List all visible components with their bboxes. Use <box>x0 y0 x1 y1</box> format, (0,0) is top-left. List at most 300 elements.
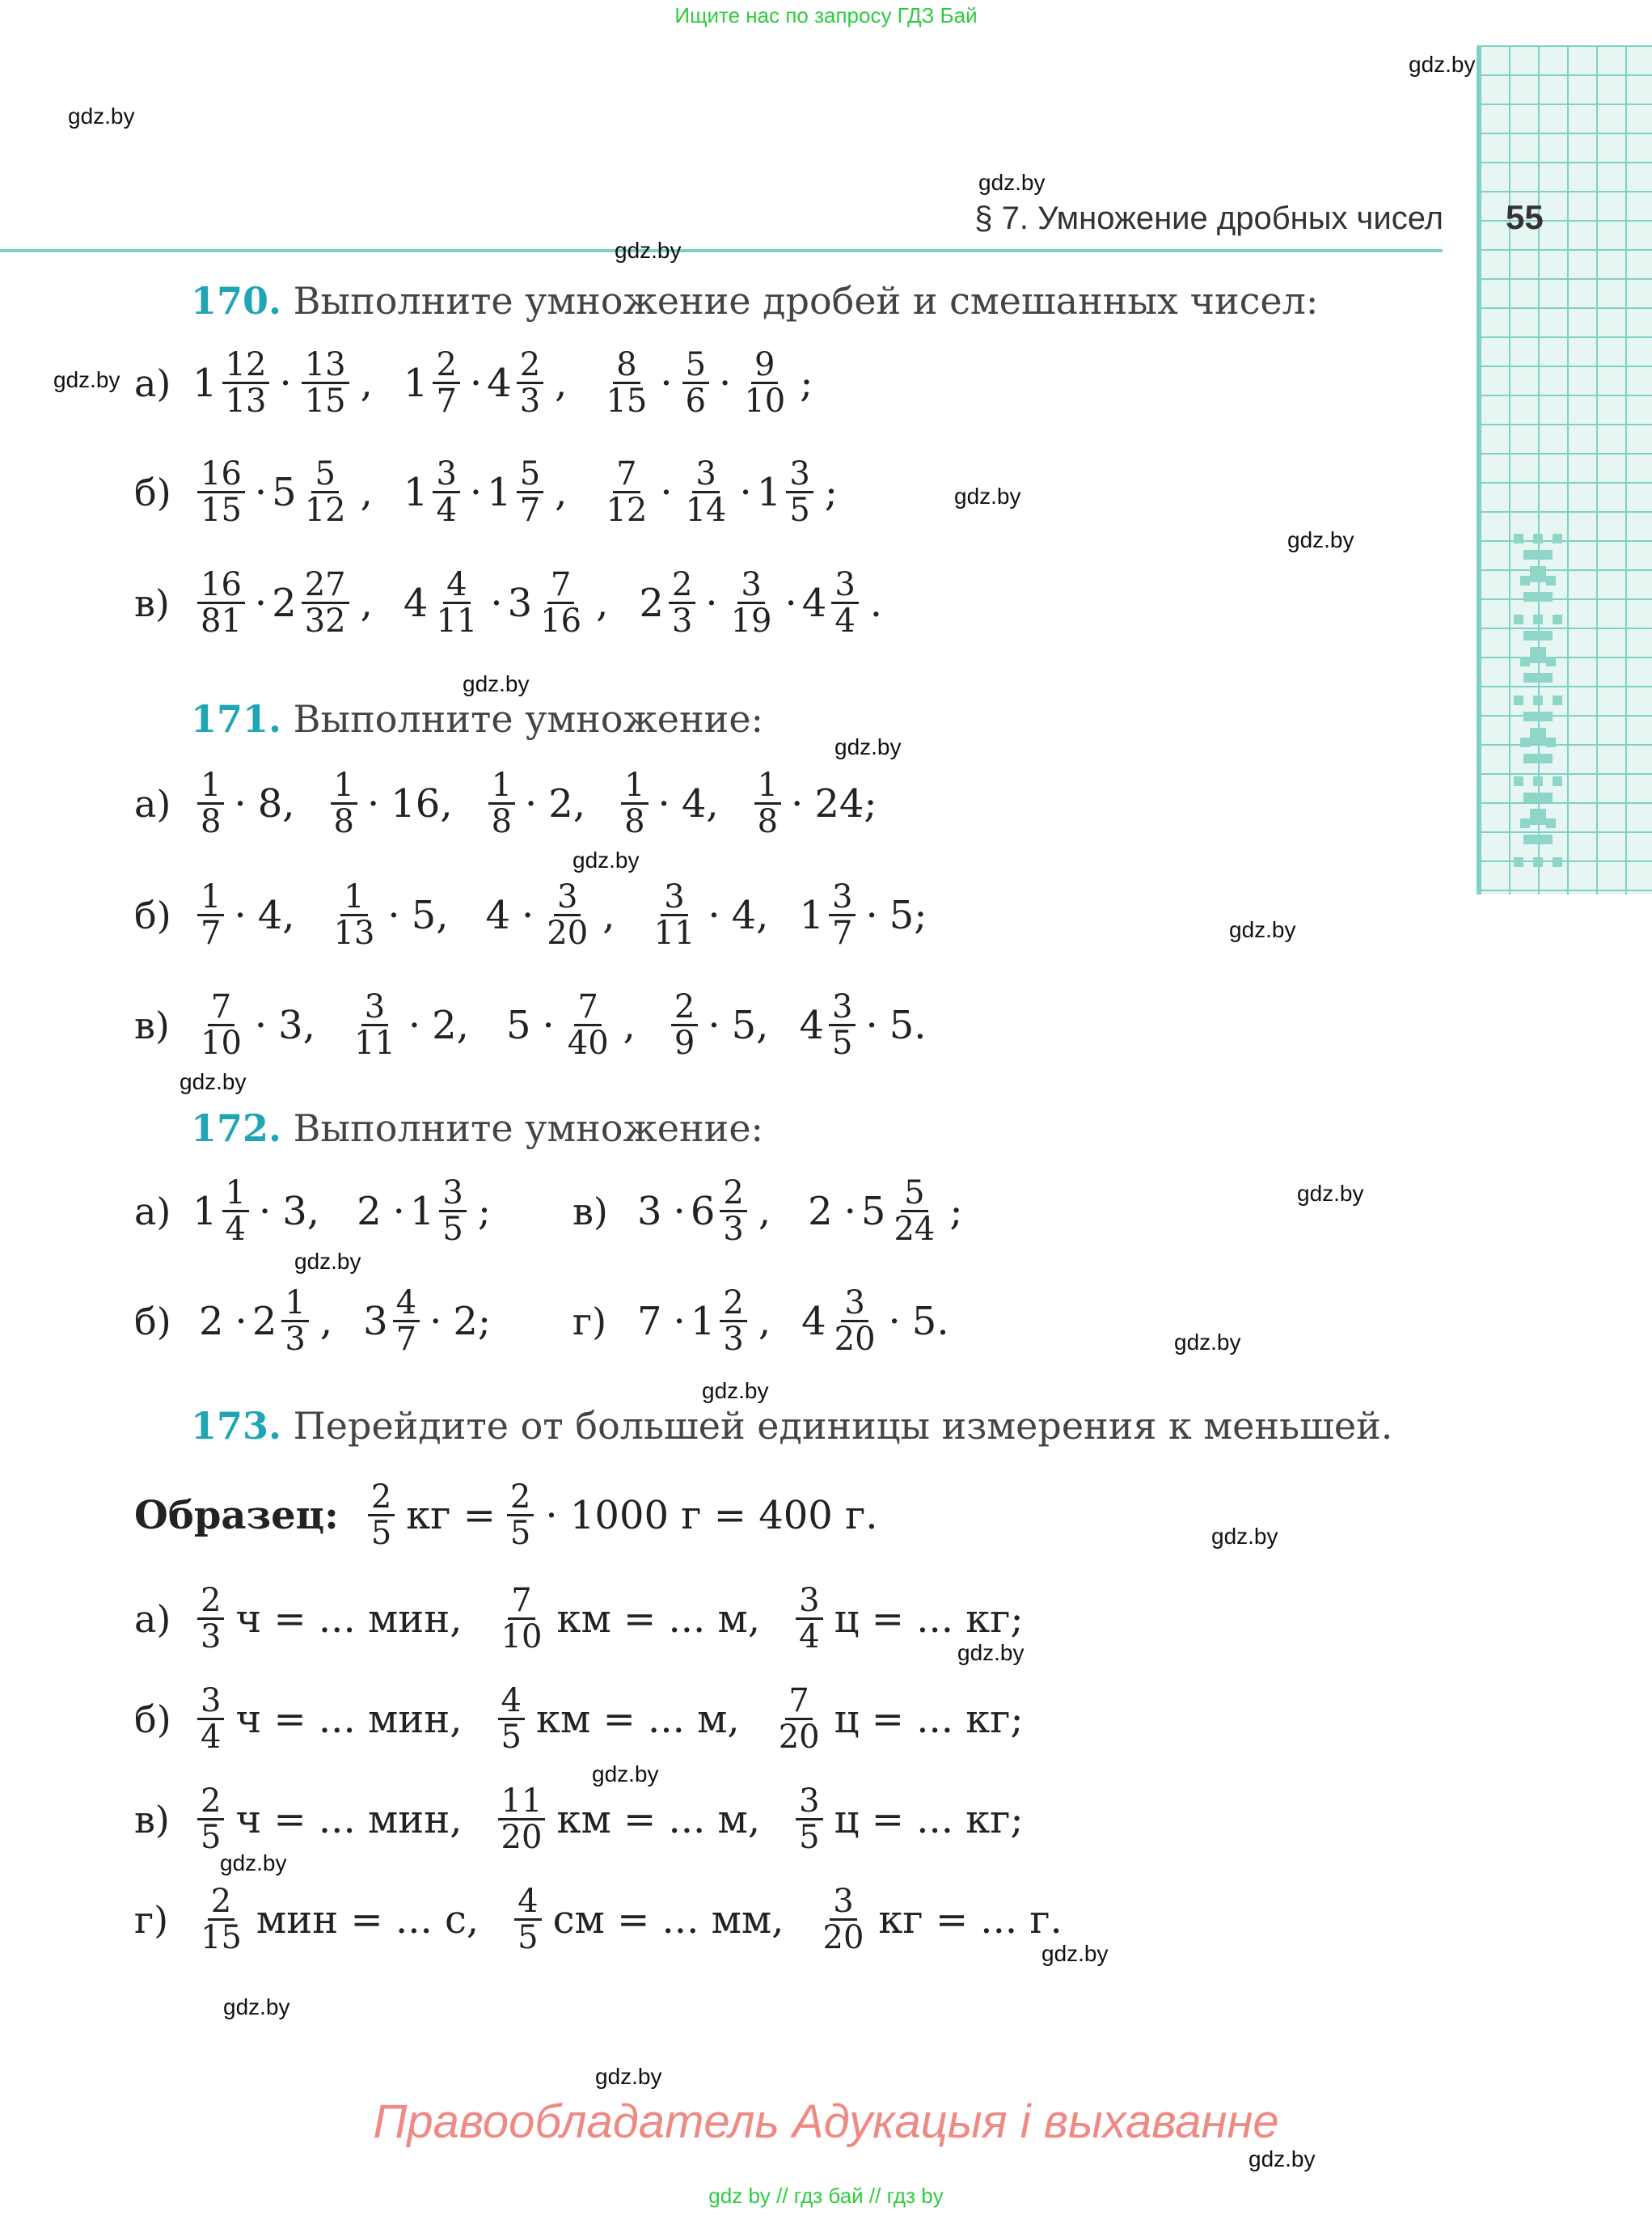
numerator: 3 <box>554 880 581 916</box>
expr-text: , <box>555 469 568 515</box>
expr-text: 5, <box>411 892 449 938</box>
task-173-row <box>134 1784 1030 1854</box>
denominator: 12 <box>606 492 648 529</box>
denominator: 4 <box>225 1211 246 1248</box>
fraction <box>507 1480 534 1550</box>
watermark: gdz.by <box>68 104 135 129</box>
fraction <box>754 768 781 839</box>
whole-part: 5 <box>860 1188 886 1234</box>
fraction <box>682 457 730 527</box>
multiply-sign: · <box>784 580 797 626</box>
denominator: 15 <box>304 383 346 420</box>
fraction <box>831 1286 879 1356</box>
task-171-row <box>134 880 933 950</box>
multiply-sign: · <box>660 360 673 406</box>
expr-text: 7 <box>637 1298 662 1344</box>
numerator: 3 <box>661 880 687 916</box>
denominator: 15 <box>201 1919 242 1956</box>
expr-text: км = ... м, <box>556 1796 761 1842</box>
task-number: 173. <box>191 1404 282 1448</box>
expr-text: ; <box>800 360 813 406</box>
expr-text: ч = ... мин, <box>235 1596 463 1642</box>
numerator: 2 <box>433 348 459 384</box>
multiply-sign: · <box>708 1002 720 1048</box>
watermark: gdz.by <box>223 1994 290 2019</box>
fraction <box>682 348 709 418</box>
multiply-sign: · <box>865 892 878 938</box>
task-title: Выполните умножение дробей и смешанных чисел: <box>293 279 1319 323</box>
item-label: а) <box>134 361 171 405</box>
numerator: 4 <box>498 1684 525 1720</box>
multiply-sign: · <box>254 1002 268 1048</box>
denominator: 15 <box>606 383 648 420</box>
expr-text: , <box>623 1002 636 1048</box>
expr-text: 3, <box>282 1188 320 1234</box>
fraction <box>829 880 856 950</box>
numerator: 3 <box>796 1583 822 1620</box>
denominator: 5 <box>799 1819 820 1856</box>
multiply-sign: · <box>791 780 804 827</box>
watermark: gdz.by <box>957 1640 1025 1665</box>
fraction <box>602 457 650 527</box>
numerator: 7 <box>613 457 640 493</box>
multiply-sign: · <box>387 892 400 938</box>
expr-text: мин = ... с, <box>256 1896 480 1943</box>
item-label: в) <box>134 581 170 625</box>
expr-text: , <box>319 1298 333 1344</box>
denominator: 20 <box>822 1919 864 1956</box>
numerator: 7 <box>785 1684 812 1720</box>
whole-part: 4 <box>403 580 429 626</box>
numerator: 5 <box>901 1176 927 1212</box>
numerator: 2 <box>671 990 698 1026</box>
denominator: 16 <box>540 603 582 640</box>
expr-text: 2, <box>548 780 586 827</box>
fraction <box>669 568 695 638</box>
whole-part: 4 <box>801 1298 826 1344</box>
task-title: Выполните умножение: <box>293 697 764 741</box>
denominator: 7 <box>201 915 222 952</box>
denominator: 40 <box>567 1025 609 1062</box>
whole-part: 3 <box>363 1298 388 1344</box>
multiply-sign: · <box>843 1188 856 1234</box>
whole-part: 1 <box>799 892 824 938</box>
denominator: 9 <box>674 1025 695 1062</box>
whole-part: 4 <box>799 1002 824 1048</box>
fraction <box>222 1176 249 1246</box>
multiply-sign: · <box>279 360 292 406</box>
expr-text: 4 <box>485 892 511 938</box>
expr-text: 4, <box>257 892 295 938</box>
denominator: 20 <box>778 1719 820 1756</box>
numerator: 5 <box>311 457 338 493</box>
denominator: 24 <box>894 1211 936 1248</box>
expr-text: 5. <box>911 1298 949 1344</box>
task-title: Перейдите от большей единицы измерения к меньшей. <box>293 1404 1393 1448</box>
multiply-sign: · <box>673 1188 686 1234</box>
task-172-heading <box>191 1106 763 1150</box>
numerator: 12 <box>222 348 270 384</box>
watermark: gdz.by <box>595 2064 662 2089</box>
numerator: 8 <box>613 348 640 384</box>
expr-text: ц = ... кг; <box>834 1696 1024 1742</box>
numerator: 3 <box>831 568 858 604</box>
denominator: 12 <box>304 492 346 529</box>
denominator: 5 <box>201 1819 222 1856</box>
expr-text: , <box>596 580 609 626</box>
numerator: 13 <box>302 348 349 384</box>
expr-text: ц = ... кг; <box>834 1596 1024 1642</box>
expr-text: , <box>360 360 373 406</box>
watermark: gdz.by <box>180 1069 247 1094</box>
top-banner: Ищите нас по запросу ГДЗ Бай <box>674 3 978 27</box>
whole-part: 2 <box>272 580 297 626</box>
expr-text: ; <box>824 469 838 515</box>
denominator: 8 <box>333 803 354 840</box>
fraction <box>331 880 378 950</box>
task-171-row <box>134 768 884 839</box>
item-label: а) <box>134 1596 171 1641</box>
numerator: 2 <box>720 1176 746 1212</box>
watermark: gdz.by <box>592 1761 659 1786</box>
numerator: 1 <box>621 768 648 805</box>
fraction <box>197 1583 224 1654</box>
numerator: 1 <box>331 768 357 805</box>
denominator: 14 <box>685 492 727 529</box>
numerator: 3 <box>361 990 388 1026</box>
fraction <box>331 768 357 839</box>
task-170-row <box>134 568 889 638</box>
watermark: gdz.by <box>1297 1181 1364 1206</box>
multiply-sign: · <box>429 1298 442 1344</box>
numerator: 3 <box>786 457 813 493</box>
fraction <box>775 1684 823 1754</box>
fraction <box>602 348 650 418</box>
fraction <box>831 568 858 638</box>
watermark: gdz.by <box>978 170 1046 195</box>
item-label: б) <box>134 893 171 937</box>
fraction <box>433 348 459 418</box>
watermark: gdz.by <box>954 484 1021 509</box>
denominator: 13 <box>333 915 375 952</box>
multiply-sign: · <box>739 469 752 515</box>
item-label: а) <box>134 781 171 826</box>
numerator: 4 <box>514 1884 541 1921</box>
whole-part: 1 <box>690 1298 716 1344</box>
bottom-links[interactable]: gdz by // гдз бай // гдз by <box>708 2184 944 2208</box>
expr-text: ч = ... мин, <box>235 1696 463 1742</box>
ornament-icon <box>1507 534 1569 906</box>
fraction <box>222 348 270 418</box>
numerator: 3 <box>829 990 856 1026</box>
watermark: gdz.by <box>1249 2146 1316 2171</box>
task-170-row <box>134 348 819 418</box>
fraction <box>517 457 543 527</box>
denominator: 5 <box>370 1515 392 1552</box>
numerator: 1 <box>281 1286 308 1322</box>
whole-part: 6 <box>690 1188 716 1234</box>
task-172-row <box>572 1176 970 1246</box>
fraction <box>720 1286 746 1356</box>
numerator: 2 <box>197 1583 224 1620</box>
denominator: 11 <box>436 603 478 640</box>
numerator: 2 <box>368 1480 395 1516</box>
watermark: gdz.by <box>572 848 640 873</box>
denominator: 8 <box>491 803 513 840</box>
watermark: gdz.by <box>834 734 902 759</box>
multiply-sign: · <box>234 780 247 827</box>
fraction <box>796 1583 822 1654</box>
denominator: 20 <box>501 1819 543 1856</box>
expr-text: ; <box>477 1188 492 1234</box>
fraction <box>302 457 349 527</box>
denominator: 5 <box>442 1211 463 1248</box>
item-label: г) <box>572 1299 607 1343</box>
denominator: 3 <box>723 1211 744 1248</box>
item-label: а) <box>134 1189 171 1233</box>
whole-part: 1 <box>403 360 429 406</box>
numerator: 1 <box>754 768 781 805</box>
multiply-sign: · <box>254 469 268 515</box>
multiply-sign: · <box>673 1298 686 1344</box>
fraction <box>368 1480 395 1550</box>
watermark: gdz.by <box>1409 52 1476 77</box>
expr-text: кг = ... г. <box>878 1896 1063 1943</box>
expr-text: 5, <box>731 1002 769 1048</box>
task-173-row <box>134 1684 1030 1754</box>
denominator: 20 <box>834 1321 876 1358</box>
expr-text: ; <box>949 1188 963 1234</box>
watermark: gdz.by <box>1229 917 1296 942</box>
numerator: 1 <box>222 1176 249 1212</box>
expr-text: , <box>602 892 615 938</box>
watermark: gdz.by <box>220 1850 287 1875</box>
denominator: 4 <box>201 1719 222 1756</box>
fraction <box>197 880 224 950</box>
fraction <box>671 990 698 1060</box>
page-number: 55 <box>1506 198 1544 236</box>
expr-text: 5. <box>889 1002 927 1048</box>
watermark: gdz.by <box>1041 1941 1109 1966</box>
multiply-sign: · <box>392 1188 405 1234</box>
denominator: 3 <box>519 383 541 420</box>
whole-part: 1 <box>487 469 512 515</box>
fraction <box>197 457 245 527</box>
expr-text: . <box>869 580 883 626</box>
denominator: 3 <box>671 603 693 640</box>
expr-text: 3 <box>637 1188 662 1234</box>
fraction <box>197 1784 224 1854</box>
numerator: 16 <box>197 568 245 604</box>
item-label: б) <box>134 1697 171 1741</box>
denominator: 8 <box>201 803 222 840</box>
expr-text: 16, <box>391 780 453 827</box>
denominator: 32 <box>304 603 346 640</box>
whole-part: 4 <box>487 360 512 406</box>
expr-text: 2; <box>453 1298 492 1344</box>
fraction <box>564 990 612 1060</box>
watermark: gdz.by <box>615 238 682 263</box>
fraction <box>197 1884 245 1955</box>
expr-text: км = ... м, <box>556 1596 761 1642</box>
denominator: 4 <box>834 603 856 640</box>
fraction <box>281 1286 308 1356</box>
multiply-sign: · <box>705 580 718 626</box>
numerator: 3 <box>841 1286 868 1322</box>
denominator: 5 <box>501 1719 522 1756</box>
whole-part: 1 <box>403 469 429 515</box>
denominator: 11 <box>353 1025 395 1062</box>
expr-text: , <box>360 580 373 626</box>
whole-part: 2 <box>639 580 664 626</box>
watermark: gdz.by <box>1174 1330 1241 1355</box>
denominator: 13 <box>225 383 267 420</box>
numerator: 2 <box>517 348 543 384</box>
multiply-sign: · <box>522 892 534 938</box>
numerator: 7 <box>547 568 574 604</box>
multiply-sign: · <box>490 580 503 626</box>
fraction <box>393 1286 420 1356</box>
numerator: 3 <box>829 880 856 916</box>
denominator: 7 <box>831 915 853 952</box>
numerator: 3 <box>439 1176 466 1212</box>
header-rule <box>0 249 1443 252</box>
task-172-row <box>134 1176 497 1246</box>
denominator: 4 <box>436 492 457 529</box>
numerator: 1 <box>340 880 367 916</box>
denominator: 5 <box>831 1025 853 1062</box>
denominator: 81 <box>201 603 242 640</box>
fraction <box>439 1176 466 1246</box>
denominator: 7 <box>519 492 541 529</box>
expr-text: 2 <box>357 1188 382 1234</box>
task-number: 171. <box>191 697 282 741</box>
task-170-heading <box>191 279 1318 323</box>
task-171-heading <box>191 697 763 741</box>
task-173-heading <box>191 1404 1392 1448</box>
denominator: 8 <box>624 803 645 840</box>
multiply-sign: · <box>657 780 670 827</box>
whole-part: 2 <box>251 1298 277 1344</box>
multiply-sign: · <box>254 580 268 626</box>
fraction <box>351 990 399 1060</box>
fraction <box>514 1884 541 1955</box>
denominator: 15 <box>201 492 242 529</box>
expr-text: см = ... мм, <box>552 1896 784 1943</box>
sample-line <box>134 1480 884 1550</box>
denominator: 19 <box>730 603 772 640</box>
expr-text: · 1000 г = 400 г. <box>545 1492 878 1538</box>
fraction <box>197 990 245 1060</box>
multiply-sign: · <box>259 1188 272 1234</box>
numerator: 3 <box>433 457 459 493</box>
denominator: 10 <box>501 1618 543 1655</box>
expr-text: 5 <box>505 1002 531 1048</box>
expr-text: 4, <box>681 780 719 827</box>
multiply-sign: · <box>660 469 673 515</box>
numerator: 11 <box>498 1784 546 1820</box>
numerator: 2 <box>669 568 695 604</box>
task-172-row <box>134 1286 497 1356</box>
fraction <box>720 1176 746 1246</box>
fraction <box>741 348 788 418</box>
watermark: gdz.by <box>702 1378 769 1403</box>
expr-text: кг = <box>406 1492 496 1538</box>
multiply-sign: · <box>719 360 732 406</box>
denominator: 3 <box>201 1618 222 1655</box>
multiply-sign: · <box>234 892 247 938</box>
multiply-sign: · <box>542 1002 555 1048</box>
numerator: 9 <box>751 348 778 384</box>
expr-text: км = ... м, <box>535 1696 740 1742</box>
fraction <box>650 880 698 950</box>
item-label: в) <box>134 1797 170 1841</box>
fraction <box>433 457 459 527</box>
fraction <box>517 348 543 418</box>
numerator: 3 <box>737 568 764 604</box>
fraction <box>621 768 648 839</box>
whole-part: 4 <box>801 580 827 626</box>
numerator: 3 <box>830 1884 856 1921</box>
fraction <box>498 1583 546 1654</box>
sample-label: Образец: <box>134 1492 339 1538</box>
numerator: 1 <box>197 768 224 805</box>
fraction <box>820 1884 868 1955</box>
task-171-row <box>134 990 933 1060</box>
fraction <box>537 568 585 638</box>
fraction <box>302 568 349 638</box>
fraction <box>498 1784 546 1854</box>
numerator: 7 <box>508 1583 534 1620</box>
numerator: 1 <box>488 768 515 805</box>
multiply-sign: · <box>888 1298 901 1344</box>
numerator: 5 <box>682 348 709 384</box>
task-172-row <box>572 1286 956 1356</box>
copyright-notice: Правообладатель Адукацыя і выхаванне <box>373 2095 1279 2148</box>
whole-part: 1 <box>756 469 782 515</box>
expr-text: ч = ... мин, <box>235 1796 463 1842</box>
fraction <box>786 457 813 527</box>
denominator: 4 <box>799 1618 820 1655</box>
whole-part: 5 <box>272 469 297 515</box>
watermark: gdz.by <box>1211 1524 1278 1549</box>
expr-text: , <box>555 360 568 406</box>
task-173-row <box>134 1884 1069 1955</box>
expr-text: 4, <box>731 892 769 938</box>
numerator: 2 <box>208 1884 234 1921</box>
numerator: 3 <box>197 1684 224 1720</box>
sample-expr <box>363 1480 885 1550</box>
whole-part: 1 <box>409 1188 435 1234</box>
denominator: 5 <box>518 1919 539 1956</box>
expr-text: 5; <box>889 892 927 938</box>
multiply-sign: · <box>525 780 538 827</box>
expr-text: 24; <box>814 780 877 827</box>
watermark: gdz.by <box>294 1249 361 1274</box>
expr-text: 2 <box>199 1298 224 1344</box>
denominator: 7 <box>395 1321 417 1358</box>
denominator: 10 <box>744 383 786 420</box>
numerator: 16 <box>197 457 245 493</box>
multiply-sign: · <box>408 1002 421 1048</box>
numerator: 3 <box>692 457 719 493</box>
numerator: 3 <box>796 1784 822 1820</box>
item-label: г) <box>134 1897 169 1942</box>
fraction <box>728 568 775 638</box>
expr-text: , <box>758 1188 771 1234</box>
expr-text: ц = ... кг; <box>834 1796 1024 1842</box>
item-label: б) <box>134 470 171 514</box>
